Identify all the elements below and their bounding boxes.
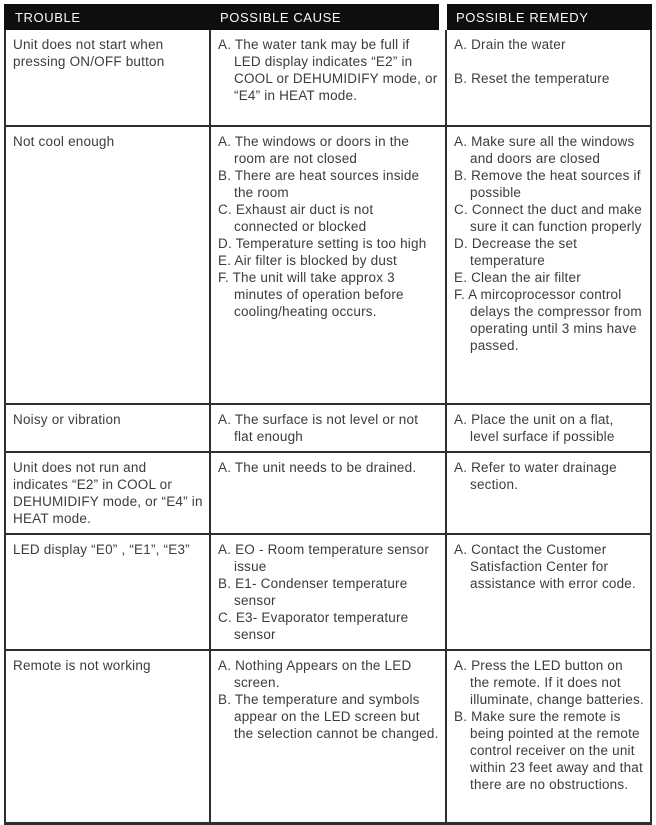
column-header-possible-remedy — [447, 4, 652, 30]
remedy-item: A. Press the LED button on the remote. If it does not illuminate, change batteries. — [454, 658, 644, 707]
remedy-item: A. Make sure all the windows and doors are closed — [454, 134, 635, 166]
remedy-item: D. Decrease the set temperature — [454, 236, 578, 268]
cause-item: C. E3- Evaporator temperature sensor — [218, 610, 409, 642]
remedy-item-list — [454, 459, 645, 493]
cause-item: A. EO - Room temperature sensor issue — [218, 542, 430, 574]
cause-item-list — [218, 459, 440, 476]
cause-item-list — [218, 541, 440, 643]
remedy-item: A. Refer to water drainage section. — [454, 460, 617, 492]
trouble-text: LED display “E0” , “E1”, “E3” — [13, 542, 190, 557]
cause-item-list — [218, 657, 440, 742]
trouble-text: Noisy or vibration — [13, 412, 121, 427]
column-header-label: POSSIBLE REMEDY — [456, 9, 589, 25]
cause-item: D. Temperature setting is too high — [218, 236, 427, 251]
trouble-cell — [4, 127, 211, 405]
cause-item-list — [218, 133, 440, 320]
remedy-item: B. Reset the temperature — [454, 71, 610, 86]
remedy-item: B. Make sure the remote is being pointed at the remote control receiver on the unit within 23 feet away and that there are no obstructions. — [454, 709, 643, 792]
possible-remedy-cell — [447, 127, 652, 405]
possible-cause-cell — [211, 651, 447, 822]
cause-item: A. Nothing Appears on the LED screen. — [218, 658, 412, 690]
possible-remedy-cell — [447, 453, 652, 535]
column-header-trouble — [4, 4, 211, 30]
cause-item-list — [218, 411, 440, 445]
trouble-cell — [4, 30, 211, 127]
trouble-text: Unit does not start when pressing ON/OFF button — [13, 37, 165, 69]
trouble-cell — [4, 453, 211, 535]
trouble-cell — [4, 405, 211, 453]
column-header-possible-cause — [211, 4, 447, 30]
cause-item-list — [218, 36, 440, 104]
remedy-item: C. Connect the duct and make sure it can function properly — [454, 202, 642, 234]
remedy-item: E. Clean the air filter — [454, 270, 581, 285]
possible-cause-cell — [211, 30, 447, 127]
trouble-cell — [4, 535, 211, 651]
trouble-text: Not cool enough — [13, 134, 115, 149]
remedy-item: A. Drain the water — [454, 37, 566, 52]
remedy-item-list — [454, 36, 645, 87]
possible-remedy-cell — [447, 535, 652, 651]
remedy-item: A. Place the unit on a flat, level surface if possible — [454, 412, 615, 444]
possible-remedy-cell — [447, 405, 652, 453]
remedy-item: B. Remove the heat sources if possible — [454, 168, 641, 200]
cause-item: A. The water tank may be full if LED display indicates “E2” in COOL or DEHUMIDIFY mode, or “E4” in HEAT mode. — [218, 37, 438, 103]
cause-item: A. The surface is not level or not flat enough — [218, 412, 419, 444]
cause-item: C. Exhaust air duct is not connected or blocked — [218, 202, 374, 234]
cause-item: A. The unit needs to be drained. — [218, 460, 417, 475]
remedy-item-list — [454, 541, 645, 592]
troubleshooting-table — [4, 4, 652, 825]
remedy-item-list — [454, 657, 645, 793]
cause-item: F. The unit will take approx 3 minutes of operation before cooling/heating occurs. — [218, 270, 404, 319]
possible-cause-cell — [211, 127, 447, 405]
remedy-item-list — [454, 411, 645, 445]
remedy-item-list — [454, 133, 645, 354]
possible-cause-cell — [211, 405, 447, 453]
trouble-cell — [4, 651, 211, 822]
possible-cause-cell — [211, 453, 447, 535]
remedy-item: A. Contact the Customer Satisfaction Center for assistance with error code. — [454, 542, 636, 591]
trouble-text: Unit does not run and indicates “E2” in COOL or DEHUMIDIFY mode, or “E4” in HEAT mode. — [13, 460, 203, 526]
possible-remedy-cell — [447, 651, 652, 822]
column-header-label: POSSIBLE CAUSE — [220, 9, 342, 25]
trouble-text: Remote is not working — [13, 658, 151, 673]
cause-item: B. E1- Condenser temperature sensor — [218, 576, 408, 608]
remedy-item: F. A mircoprocessor control delays the compressor from operating until 3 mins have passed. — [454, 287, 642, 353]
possible-cause-cell — [211, 535, 447, 651]
possible-remedy-cell — [447, 30, 652, 127]
column-header-label: TROUBLE — [15, 9, 81, 25]
cause-item: A. The windows or doors in the room are not closed — [218, 134, 410, 166]
cause-item: B. There are heat sources inside the room — [218, 168, 420, 200]
cause-item: E. Air filter is blocked by dust — [218, 253, 397, 268]
cause-item: B. The temperature and symbols appear on the LED screen but the selection cannot be changed. — [218, 692, 439, 741]
